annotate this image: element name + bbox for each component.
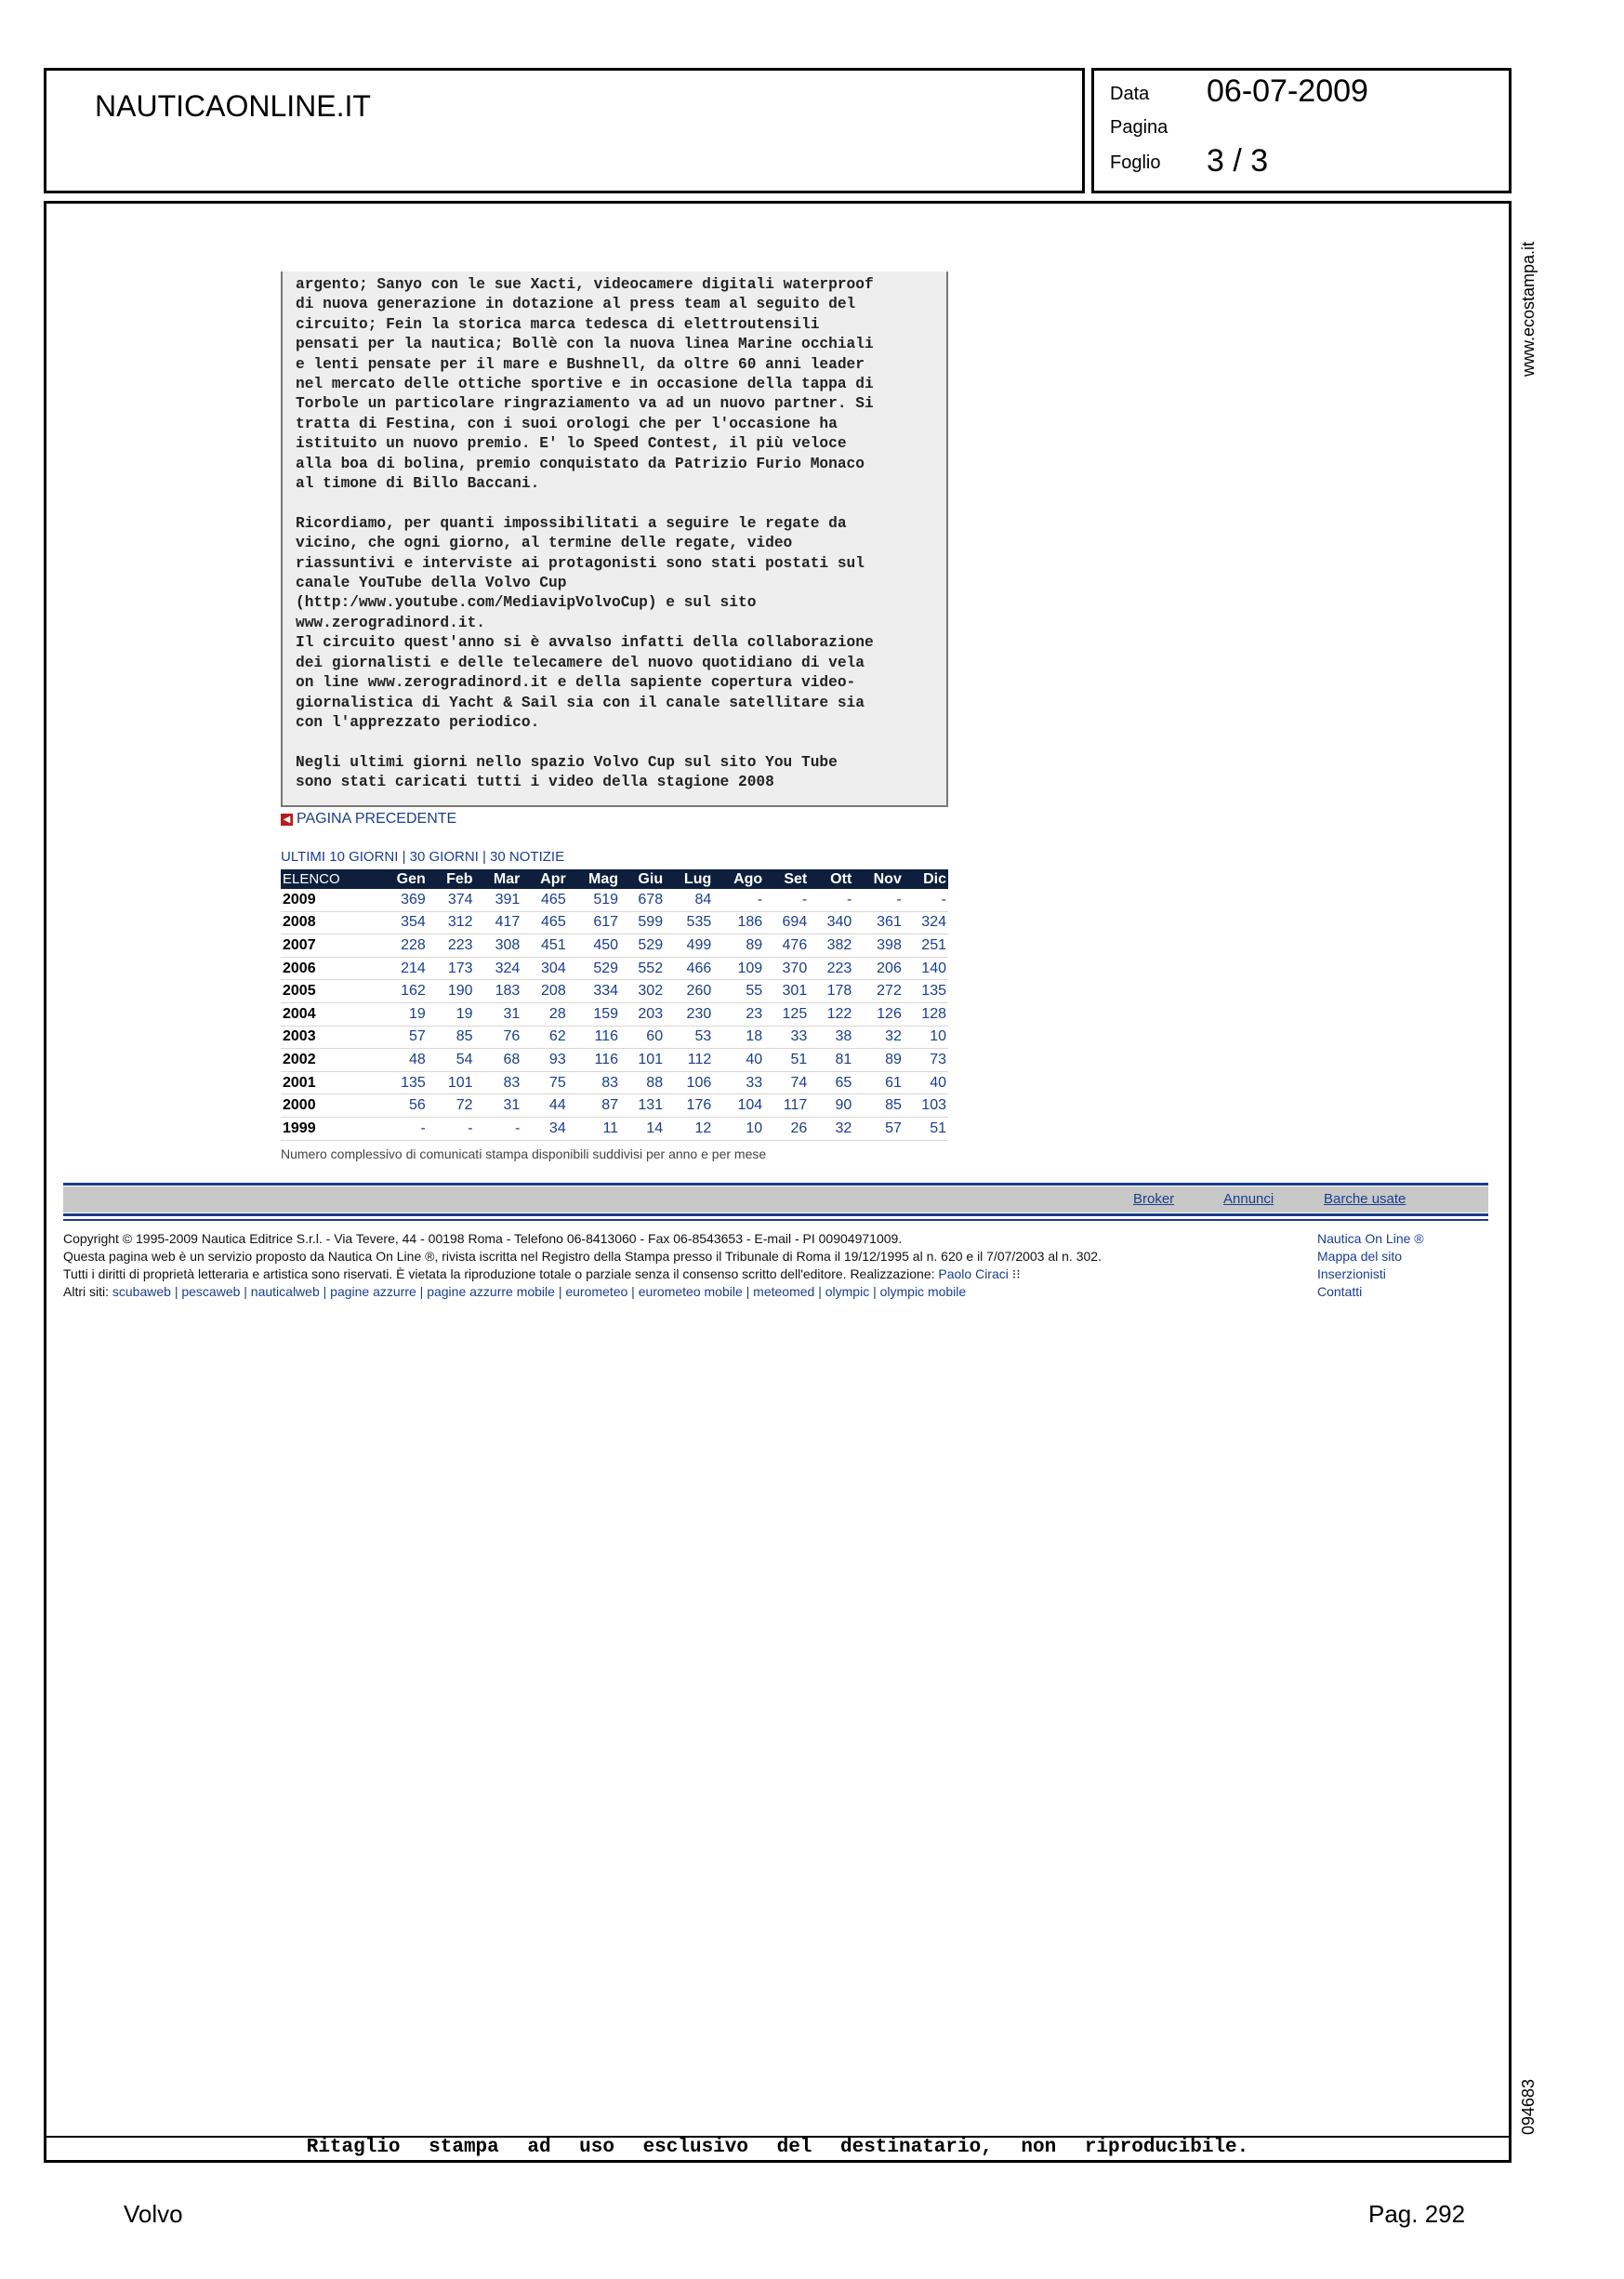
count-cell[interactable]: 112 — [665, 1049, 713, 1072]
count-cell[interactable]: 101 — [428, 1071, 475, 1094]
count-cell[interactable]: 370 — [764, 957, 809, 980]
table-row — [281, 980, 948, 1003]
count-cell[interactable]: 53 — [665, 1026, 713, 1049]
table-row — [281, 1117, 948, 1140]
col-header: Gen — [376, 869, 428, 889]
count-cell[interactable]: 33 — [713, 1071, 764, 1094]
count-cell[interactable]: - — [713, 889, 764, 911]
count-cell[interactable]: - — [764, 889, 809, 911]
col-header: Dic — [904, 869, 948, 889]
stats-filters[interactable]: ULTIMI 10 GIORNI | 30 GIORNI | 30 NOTIZIE — [281, 849, 565, 865]
col-header: Nov — [853, 869, 904, 889]
count-cell[interactable]: 75 — [522, 1071, 567, 1094]
count-cell[interactable]: 10 — [904, 1026, 948, 1049]
footer-text — [63, 1230, 1102, 1301]
count-cell[interactable]: 223 — [809, 957, 853, 980]
contacts-link[interactable]: Contatti — [1317, 1284, 1363, 1299]
prev-page-label: PAGINA PRECEDENTE — [297, 811, 457, 827]
count-cell[interactable]: 93 — [522, 1049, 567, 1072]
year-cell: 2008 — [281, 911, 376, 934]
count-cell[interactable]: 68 — [475, 1049, 522, 1072]
count-cell[interactable]: 694 — [764, 911, 809, 934]
table-row — [281, 1026, 948, 1049]
article-body — [281, 272, 948, 807]
count-cell[interactable]: 251 — [904, 934, 948, 958]
count-cell[interactable]: 519 — [568, 889, 620, 911]
count-cell[interactable]: 135 — [904, 980, 948, 1003]
table-row — [281, 1094, 948, 1118]
count-cell[interactable]: 324 — [475, 957, 522, 980]
count-cell[interactable]: 176 — [665, 1094, 713, 1118]
col-header: Giu — [620, 869, 665, 889]
count-cell[interactable]: 122 — [809, 1002, 853, 1026]
grid-icon: ⁝⁝ — [1011, 1266, 1021, 1281]
count-cell[interactable]: 60 — [620, 1026, 665, 1049]
count-cell[interactable]: 89 — [713, 934, 764, 958]
count-cell[interactable]: 116 — [568, 1026, 620, 1049]
count-cell[interactable]: 272 — [853, 980, 904, 1003]
year-cell: 2005 — [281, 980, 376, 1003]
year-cell: 2000 — [281, 1094, 376, 1118]
count-cell[interactable]: 131 — [620, 1094, 665, 1118]
count-cell[interactable]: 19 — [376, 1002, 428, 1026]
count-cell[interactable]: 44 — [522, 1094, 567, 1118]
count-cell[interactable]: 106 — [665, 1071, 713, 1094]
ecostampa-website: www.ecostampa.it — [1519, 241, 1538, 377]
count-cell[interactable]: 125 — [764, 1002, 809, 1026]
count-cell[interactable]: 56 — [376, 1094, 428, 1118]
count-cell[interactable]: 230 — [665, 1002, 713, 1026]
count-cell[interactable]: 451 — [522, 934, 567, 958]
count-cell[interactable]: 33 — [764, 1026, 809, 1049]
count-cell[interactable]: 214 — [376, 957, 428, 980]
article-paragraph: Ricordiamo, per quanti impossibilitati a seguire le regate da vicino, che ogni giorno, al termine delle regate, video riassuntivi e interviste ai protagonisti sono stati postati sul canale YouTube della Volvo Cup (http:/www.youtube.com/MediavipVolvoCup) e sul sito www.zerogradinord.it. Il circuito quest'anno si è avvalso infatti della collaborazione dei giornalisti e delle telecamere del nuovo quotidiano di vela on line www.zerogradinord.it e della sapiente copertura video- giornalistica di Yacht & Sail sia con il canale satellitare sia con l'apprezzato periodico. — [296, 514, 874, 731]
count-cell[interactable]: 88 — [620, 1071, 665, 1094]
count-cell[interactable]: 162 — [376, 980, 428, 1003]
count-cell[interactable]: 85 — [428, 1026, 475, 1049]
year-cell: 1999 — [281, 1117, 376, 1140]
count-cell[interactable]: 535 — [665, 911, 713, 934]
article-paragraph: argento; Sanyo con le sue Xacti, videocamere digitali waterproof di nuova generazione in dotazione al press team al seguito del circuito; Fein la storica marca tedesca di elettroutensili pensati per la nautica; Bollè con la nuova linea Marine occhiali e lenti pensate per il mare e Bushnell, da oltre 60 anni leader nel mercato delle ottiche sportive e in occasione della tappa di Torbole un particolare ringraziamento va ad un nuovo partner. Si tratta di Festina, con i suoi orologi che per l'occasione ha istituito un nuovo premio. E' lo Speed Contest, il più veloce alla boa di bolina, premio conquistato da Patrizio Furio Monaco al timone di Billo Baccani. — [296, 276, 874, 493]
count-cell[interactable]: 76 — [475, 1026, 522, 1049]
bottom-page-number: Pag. 292 — [1368, 2200, 1466, 2228]
count-cell[interactable]: 552 — [620, 957, 665, 980]
count-cell[interactable]: 599 — [620, 911, 665, 934]
count-cell[interactable]: 51 — [764, 1049, 809, 1072]
clipping-notice: Ritaglio stampa ad uso esclusivo del destinatario, non riproducibile. — [306, 2137, 1249, 2158]
count-cell[interactable]: 208 — [522, 980, 567, 1003]
count-cell[interactable]: 308 — [475, 934, 522, 958]
nautica-online-link[interactable]: Nautica On Line ® — [1317, 1231, 1424, 1246]
rights-line — [63, 1265, 1102, 1283]
count-cell[interactable]: - — [809, 889, 853, 911]
count-cell[interactable]: 109 — [713, 957, 764, 980]
count-cell[interactable]: 617 — [568, 911, 620, 934]
count-cell[interactable]: 87 — [568, 1094, 620, 1118]
advertisers-link[interactable]: Inserzionisti — [1317, 1266, 1386, 1281]
year-cell: 2006 — [281, 957, 376, 980]
annunci-link[interactable]: Annunci — [1223, 1191, 1274, 1207]
count-cell[interactable]: 65 — [809, 1071, 853, 1094]
count-cell[interactable]: 11 — [568, 1117, 620, 1140]
count-cell[interactable]: 84 — [665, 889, 713, 911]
table-row — [281, 911, 948, 934]
col-header: Set — [764, 869, 809, 889]
count-cell[interactable]: 465 — [522, 911, 567, 934]
count-cell[interactable]: 382 — [809, 934, 853, 958]
article-paragraph: Negli ultimi giorni nello spazio Volvo Cup sul sito You Tube sono stati caricati tutti i video della stagione 2008 — [296, 753, 838, 791]
other-sites-label: Altri siti: — [63, 1284, 109, 1299]
count-cell[interactable]: 73 — [904, 1049, 948, 1072]
bar-top-line — [63, 1183, 1488, 1186]
col-header: Mag — [568, 869, 620, 889]
count-cell[interactable]: 173 — [428, 957, 475, 980]
count-cell[interactable]: 18 — [713, 1026, 764, 1049]
barche-usate-link[interactable]: Barche usate — [1324, 1191, 1406, 1207]
table-row — [281, 1049, 948, 1072]
count-cell[interactable]: 26 — [764, 1117, 809, 1140]
registration-line: Questa pagina web è un servizio proposto da Nautica On Line ®, rivista iscritta nel Registro della Stampa presso il Tribunale di Roma il 19/12/1995 al n. 620 e il 7/07/2003 al n. 302. — [63, 1249, 1102, 1264]
table-row — [281, 1002, 948, 1026]
count-cell[interactable]: 476 — [764, 934, 809, 958]
count-cell[interactable]: 206 — [853, 957, 904, 980]
count-cell[interactable]: 223 — [428, 934, 475, 958]
arrow-left-icon: ◀ — [281, 814, 293, 826]
count-cell[interactable]: 40 — [713, 1049, 764, 1072]
footer-right-links — [1317, 1230, 1424, 1301]
count-cell[interactable]: 417 — [475, 911, 522, 934]
broker-link[interactable]: Broker — [1133, 1191, 1175, 1207]
other-sites-links[interactable]: scubaweb | pescaweb | nauticalweb | pagine azzurre | pagine azzurre mobile | eurometeo | eurometeo mobile | meteomed | olympic | olympic mobile — [112, 1284, 967, 1299]
count-cell[interactable]: 89 — [853, 1049, 904, 1072]
author-link[interactable]: Paolo Ciraci — [938, 1266, 1009, 1281]
count-cell[interactable]: 104 — [713, 1094, 764, 1118]
count-cell[interactable]: 126 — [853, 1002, 904, 1026]
count-cell[interactable]: 19 — [428, 1002, 475, 1026]
count-cell[interactable]: 12 — [665, 1117, 713, 1140]
stats-header-row — [281, 869, 948, 889]
count-cell[interactable]: 203 — [620, 1002, 665, 1026]
count-cell[interactable]: 186 — [713, 911, 764, 934]
count-cell[interactable]: 324 — [904, 911, 948, 934]
bottom-keyword: Volvo — [124, 2200, 183, 2228]
count-cell[interactable]: 51 — [904, 1117, 948, 1140]
count-cell[interactable]: 466 — [665, 957, 713, 980]
count-cell[interactable]: 228 — [376, 934, 428, 958]
year-cell: 2001 — [281, 1071, 376, 1094]
count-cell[interactable]: 57 — [853, 1117, 904, 1140]
count-cell[interactable]: 62 — [522, 1026, 567, 1049]
count-cell[interactable]: 190 — [428, 980, 475, 1003]
count-cell[interactable]: 81 — [809, 1049, 853, 1072]
copyright-line: Copyright © 1995-2009 Nautica Editrice S.r.l. - Via Tevere, 44 - 00198 Roma - Telefono 06-8413060 - Fax 06-8543653 - E-mail - PI 00904971009. — [63, 1231, 903, 1246]
prev-page-link[interactable] — [281, 811, 456, 828]
count-cell[interactable]: - — [904, 889, 948, 911]
count-cell[interactable]: 354 — [376, 911, 428, 934]
year-cell: 2003 — [281, 1026, 376, 1049]
count-cell[interactable]: 74 — [764, 1071, 809, 1094]
data-label: Data — [1110, 84, 1150, 104]
pagina-label: Pagina — [1110, 117, 1168, 138]
count-cell[interactable]: 374 — [428, 889, 475, 911]
stats-note: Numero complessivo di comunicati stampa disponibili suddivisi per anno e per mese — [281, 1146, 767, 1161]
year-cell: 2009 — [281, 889, 376, 911]
count-cell[interactable]: 304 — [522, 957, 567, 980]
count-cell[interactable]: 72 — [428, 1094, 475, 1118]
count-cell[interactable]: 101 — [620, 1049, 665, 1072]
count-cell[interactable]: 529 — [568, 957, 620, 980]
document-code: 094683 — [1519, 2078, 1538, 2135]
count-cell[interactable]: 450 — [568, 934, 620, 958]
count-cell[interactable]: 369 — [376, 889, 428, 911]
col-header: Ott — [809, 869, 853, 889]
count-cell[interactable]: 90 — [809, 1094, 853, 1118]
count-cell[interactable]: 38 — [809, 1026, 853, 1049]
count-cell[interactable]: 85 — [853, 1094, 904, 1118]
foglio-value: 3 / 3 — [1207, 143, 1269, 179]
count-cell[interactable]: 140 — [904, 957, 948, 980]
count-cell[interactable]: 31 — [475, 1002, 522, 1026]
count-cell[interactable]: 31 — [475, 1094, 522, 1118]
year-cell: 2007 — [281, 934, 376, 958]
col-header: Lug — [665, 869, 713, 889]
year-cell: 2002 — [281, 1049, 376, 1072]
count-cell[interactable]: 32 — [809, 1117, 853, 1140]
year-cell: 2004 — [281, 1002, 376, 1026]
count-cell[interactable]: 302 — [620, 980, 665, 1003]
count-cell[interactable]: 312 — [428, 911, 475, 934]
count-cell[interactable]: 61 — [853, 1071, 904, 1094]
count-cell[interactable]: 54 — [428, 1049, 475, 1072]
count-cell[interactable]: - — [475, 1117, 522, 1140]
col-header: ELENCO — [281, 869, 376, 889]
count-cell[interactable]: 83 — [568, 1071, 620, 1094]
rights-text: Tutti i diritti di proprietà letteraria e artistica sono riservati. È vietata la riproduzione totale o parziale senza il consenso scritto dell'editore. Realizzazione: — [63, 1266, 935, 1281]
count-cell[interactable]: 135 — [376, 1071, 428, 1094]
count-cell[interactable]: 103 — [904, 1094, 948, 1118]
count-cell[interactable]: 398 — [853, 934, 904, 958]
count-cell[interactable]: 301 — [764, 980, 809, 1003]
count-cell[interactable]: - — [853, 889, 904, 911]
count-cell[interactable]: 10 — [713, 1117, 764, 1140]
count-cell[interactable]: 340 — [809, 911, 853, 934]
count-cell[interactable]: 23 — [713, 1002, 764, 1026]
count-cell[interactable]: 34 — [522, 1117, 567, 1140]
bar-bottom-line-2 — [63, 1219, 1488, 1221]
count-cell[interactable]: 361 — [853, 911, 904, 934]
count-cell[interactable]: - — [376, 1117, 428, 1140]
count-cell[interactable]: 14 — [620, 1117, 665, 1140]
col-header: Feb — [428, 869, 475, 889]
count-cell[interactable]: 28 — [522, 1002, 567, 1026]
count-cell[interactable]: - — [428, 1117, 475, 1140]
stats-table — [281, 869, 948, 1141]
data-value: 06-07-2009 — [1207, 73, 1368, 109]
publication-name: NAUTICAONLINE.IT — [95, 89, 371, 123]
count-cell[interactable]: 128 — [904, 1002, 948, 1026]
count-cell[interactable]: 499 — [665, 934, 713, 958]
count-cell[interactable]: 465 — [522, 889, 567, 911]
count-cell[interactable]: 57 — [376, 1026, 428, 1049]
foglio-label: Foglio — [1110, 152, 1161, 173]
nav-bar — [63, 1186, 1488, 1212]
col-header: Ago — [713, 869, 764, 889]
count-cell[interactable]: 55 — [713, 980, 764, 1003]
table-row — [281, 957, 948, 980]
other-sites-line — [63, 1283, 1102, 1301]
site-map-link[interactable]: Mappa del sito — [1317, 1249, 1403, 1264]
count-cell[interactable]: 529 — [620, 934, 665, 958]
count-cell[interactable]: 32 — [853, 1026, 904, 1049]
table-row — [281, 934, 948, 958]
col-header: Apr — [522, 869, 567, 889]
count-cell[interactable]: 260 — [665, 980, 713, 1003]
count-cell[interactable]: 40 — [904, 1071, 948, 1094]
count-cell[interactable]: 678 — [620, 889, 665, 911]
count-cell[interactable]: 334 — [568, 980, 620, 1003]
count-cell[interactable]: 391 — [475, 889, 522, 911]
count-cell[interactable]: 116 — [568, 1049, 620, 1072]
count-cell[interactable]: 159 — [568, 1002, 620, 1026]
count-cell[interactable]: 48 — [376, 1049, 428, 1072]
count-cell[interactable]: 178 — [809, 980, 853, 1003]
count-cell[interactable]: 83 — [475, 1071, 522, 1094]
table-row — [281, 889, 948, 911]
bar-bottom-line — [63, 1213, 1488, 1216]
header-publication-box — [44, 68, 1085, 193]
count-cell[interactable]: 183 — [475, 980, 522, 1003]
count-cell[interactable]: 117 — [764, 1094, 809, 1118]
col-header: Mar — [475, 869, 522, 889]
table-row — [281, 1071, 948, 1094]
header-info-box — [1091, 68, 1512, 193]
